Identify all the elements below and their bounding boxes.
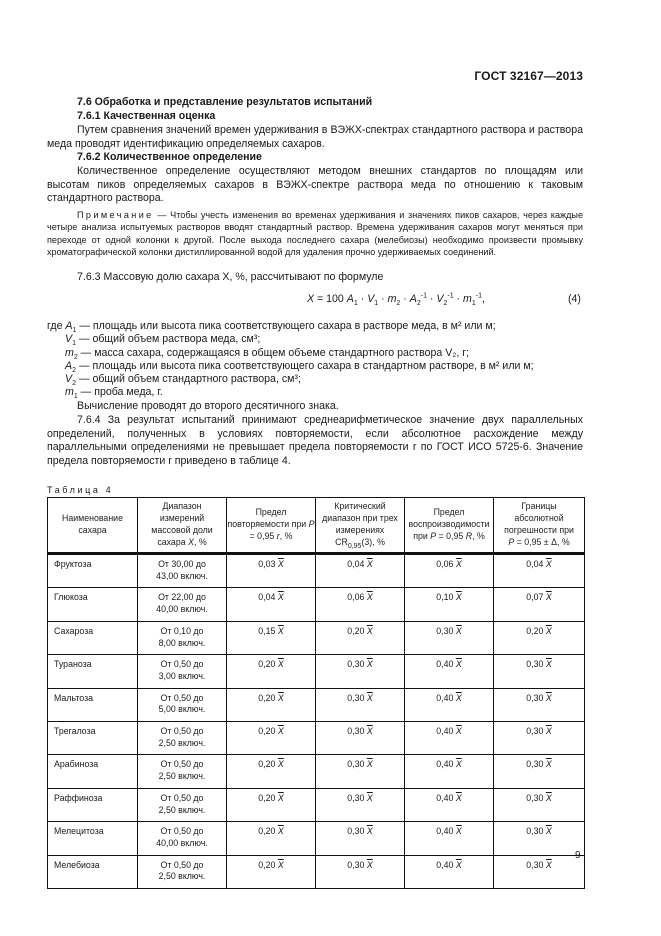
cell-reproducibility: 0,06 $\overline{X}$: [405, 554, 494, 588]
mean-x-symbol: $\overline{X}$: [455, 625, 462, 636]
mean-x-symbol: $\overline{X}$: [277, 792, 284, 803]
cell-critical-range: 0,30 $\overline{X}$: [316, 755, 405, 788]
cell-repeatability: 0,04 $\overline{X}$: [227, 588, 316, 621]
cell-reproducibility: 0,40 $\overline{X}$: [405, 822, 494, 855]
mean-x-symbol: $\overline{X}$: [277, 826, 284, 837]
cell-sugar-name: Арабиноза: [48, 755, 138, 788]
section-7-6-1-text: Путем сравнения значений времен удерживания в ВЭЖХ-спектрах стандартного раствора и раствора меда проводят идентификацию определяемых сахаров.: [47, 124, 583, 150]
table-4: [47, 497, 585, 889]
cell-critical-range: 0,30 $\overline{X}$: [316, 655, 405, 688]
cell-sugar-name: Тураноза: [48, 655, 138, 688]
cell-range: От 0,10 до 8,00 включ.: [138, 621, 227, 654]
cell-reproducibility: 0,40 $\overline{X}$: [405, 788, 494, 821]
cell-reproducibility: 0,40 $\overline{X}$: [405, 855, 494, 888]
table-row: [48, 588, 585, 621]
mean-x-symbol: $\overline{X}$: [545, 559, 552, 569]
section-7-6-3-text: 7.6.3 Массовую долю сахара X, %, рассчитывают по формуле: [77, 271, 384, 283]
mean-x-symbol: $\overline{X}$: [455, 792, 462, 803]
section-7-6-4-text: 7.6.4 За результат испытаний принимают среднеарифметическое значение двух параллельных определений, полученных в условиях повторяемости, если абсолютное расхождение между параллельными определениями не превышает предела повторяемости r по ГОСТ ИСО 5725-6. Значение предела повторяемости r приведено в таблице 4.: [47, 414, 583, 467]
cell-range: От 0,50 до 2,50 включ.: [138, 755, 227, 788]
mean-x-symbol: $\overline{X}$: [366, 692, 373, 703]
section-7-6-2-text: Количественное определение осуществляют методом внешних стандартов по площадям или высотам пиков определяемых сахаров в ВЭЖХ-спектре раствора меда по отношению к таковым стандартного раствора.: [47, 165, 583, 205]
section-7-6-title: 7.6 Обработка и представление результатов испытаний: [77, 96, 373, 108]
mean-x-symbol: $\overline{X}$: [545, 826, 552, 837]
cell-repeatability: 0,20 $\overline{X}$: [227, 822, 316, 855]
cell-repeatability: 0,20 $\overline{X}$: [227, 788, 316, 821]
cell-range: От 22,00 до 40,00 включ.: [138, 588, 227, 621]
mean-x-symbol: $\overline{X}$: [277, 559, 284, 569]
formula-number: (4): [568, 293, 581, 305]
table-header-row: [48, 498, 585, 554]
mean-x-symbol: $\overline{X}$: [455, 725, 462, 736]
legend-row: $V_1$ — общий объем раствора меда, см³;: [65, 333, 261, 348]
mean-x-symbol: $\overline{X}$: [366, 826, 373, 837]
header-repeatability: Предел повторяемости при P = 0,95 r, %: [227, 498, 316, 554]
cell-critical-range: 0,30 $\overline{X}$: [316, 721, 405, 754]
cell-sugar-name: Мальтоза: [48, 688, 138, 721]
mean-x-symbol: $\overline{X}$: [545, 792, 552, 803]
cell-critical-range: 0,30 $\overline{X}$: [316, 788, 405, 821]
formula-expression: X = 100 $A_1 \cdot V_1 \cdot m_2 \cdot A_2^{-1} \cdot V_2^{-1} \cdot m_1^{-1}$,: [307, 292, 485, 308]
mean-x-symbol: $\overline{X}$: [545, 759, 552, 770]
mean-x-symbol: $\overline{X}$: [455, 559, 462, 569]
cell-range: От 0,50 до 2,50 включ.: [138, 721, 227, 754]
cell-critical-range: 0,30 $\overline{X}$: [316, 855, 405, 888]
table-row: [48, 788, 585, 821]
cell-repeatability: 0,20 $\overline{X}$: [227, 855, 316, 888]
mean-x-symbol: $\overline{X}$: [366, 659, 373, 670]
table-caption: Таблица 4: [47, 485, 114, 495]
cell-error-bounds: 0,07 $\overline{X}$: [494, 588, 585, 621]
mean-x-symbol: $\overline{X}$: [366, 859, 373, 870]
legend-row: $m_2$ — масса сахара, содержащаяся в общем объеме стандартного раствора V₂, г;: [65, 346, 470, 361]
cell-sugar-name: Раффиноза: [48, 788, 138, 821]
mean-x-symbol: $\overline{X}$: [277, 592, 284, 603]
cell-sugar-name: Мелецитоза: [48, 822, 138, 855]
legend-row: $A_2$ — площадь или высота пика соответствующего сахара в стандартном растворе, в м² или м;: [65, 359, 534, 374]
section-7-6-2-title: 7.6.2 Количественное определение: [77, 151, 262, 163]
mean-x-symbol: $\overline{X}$: [455, 692, 462, 703]
legend-row: где $A_1$ — площадь или высота пика соответствующего сахара в растворе меда, в м² или м;: [47, 320, 496, 335]
cell-error-bounds: 0,30 $\overline{X}$: [494, 721, 585, 754]
cell-sugar-name: Трегалоза: [48, 721, 138, 754]
cell-error-bounds: 0,30 $\overline{X}$: [494, 855, 585, 888]
mean-x-symbol: $\overline{X}$: [277, 692, 284, 703]
legend-row: $m_1$ — проба меда, г.: [65, 386, 163, 401]
cell-repeatability: 0,15 $\overline{X}$: [227, 621, 316, 654]
mean-x-symbol: $\overline{X}$: [366, 759, 373, 770]
header-critical-range: Критический диапазон при трех измерениях $CR_{0,95}(3)$, %: [316, 498, 405, 554]
mean-x-symbol: $\overline{X}$: [366, 792, 373, 803]
cell-repeatability: 0,03 $\overline{X}$: [227, 554, 316, 588]
section-7-6-1-title: 7.6.1 Качественная оценка: [77, 110, 216, 122]
cell-range: От 0,50 до 5,00 включ.: [138, 688, 227, 721]
table-row: [48, 855, 585, 888]
note-label: Примечание: [77, 210, 154, 220]
cell-error-bounds: 0,30 $\overline{X}$: [494, 822, 585, 855]
header-sugar-name: Наименование сахара: [48, 498, 138, 554]
mean-x-symbol: $\overline{X}$: [545, 625, 552, 636]
cell-error-bounds: 0,30 $\overline{X}$: [494, 788, 585, 821]
mean-x-symbol: $\overline{X}$: [545, 692, 552, 703]
table-row: [48, 688, 585, 721]
cell-range: От 30,00 до 43,00 включ.: [138, 554, 227, 588]
cell-error-bounds: 0,04 $\overline{X}$: [494, 554, 585, 588]
cell-reproducibility: 0,40 $\overline{X}$: [405, 688, 494, 721]
mean-x-symbol: $\overline{X}$: [545, 659, 552, 670]
table-row: [48, 721, 585, 754]
cell-error-bounds: 0,30 $\overline{X}$: [494, 655, 585, 688]
table-row: [48, 822, 585, 855]
cell-repeatability: 0,20 $\overline{X}$: [227, 655, 316, 688]
cell-sugar-name: Мелебиоза: [48, 855, 138, 888]
mean-x-symbol: $\overline{X}$: [277, 659, 284, 670]
mean-x-symbol: $\overline{X}$: [277, 859, 284, 870]
cell-reproducibility: 0,10 $\overline{X}$: [405, 588, 494, 621]
cell-sugar-name: Глюкоза: [48, 588, 138, 621]
mean-x-symbol: $\overline{X}$: [455, 859, 462, 870]
mean-x-symbol: $\overline{X}$: [366, 625, 373, 636]
cell-critical-range: 0,30 $\overline{X}$: [316, 688, 405, 721]
cell-reproducibility: 0,40 $\overline{X}$: [405, 721, 494, 754]
header-error-bounds: Границы абсолютной погрешности при P = 0,95 ± Δ, %: [494, 498, 585, 554]
cell-critical-range: 0,20 $\overline{X}$: [316, 621, 405, 654]
mean-x-symbol: $\overline{X}$: [366, 592, 373, 603]
cell-error-bounds: 0,30 $\overline{X}$: [494, 688, 585, 721]
cell-repeatability: 0,20 $\overline{X}$: [227, 755, 316, 788]
mean-x-symbol: $\overline{X}$: [455, 826, 462, 837]
cell-reproducibility: 0,40 $\overline{X}$: [405, 655, 494, 688]
mean-x-symbol: $\overline{X}$: [455, 659, 462, 670]
mean-x-symbol: $\overline{X}$: [545, 725, 552, 736]
cell-critical-range: 0,04 $\overline{X}$: [316, 554, 405, 588]
cell-range: От 0,50 до 40,00 включ.: [138, 822, 227, 855]
cell-error-bounds: 0,30 $\overline{X}$: [494, 755, 585, 788]
note-text: — Чтобы учесть изменения во временах удерживания и значениях пиков сахаров, через каждые четыре анализа испытуемых растворов вводят стандартный раствор. Времена удерживания сахаров могут меняться при переходе от одной колонки к другой. После выхода последнего сахара (мелебиозы) необходимо произвести промывку хроматографической колонки дистиллированной водой для удаления прочно удерживаемых соединений.: [47, 210, 583, 258]
cell-error-bounds: 0,20 $\overline{X}$: [494, 621, 585, 654]
table-row: [48, 755, 585, 788]
mean-x-symbol: $\overline{X}$: [366, 725, 373, 736]
mean-x-symbol: $\overline{X}$: [545, 859, 552, 870]
table-row: [48, 554, 585, 588]
formula-legend: [47, 320, 534, 413]
cell-range: От 0,50 до 3,00 включ.: [138, 655, 227, 688]
table-row: [48, 655, 585, 688]
mean-x-symbol: $\overline{X}$: [455, 592, 462, 603]
header-range: Диапазон измерений массовой доли сахара X, %: [138, 498, 227, 554]
note-paragraph: [47, 209, 583, 259]
cell-reproducibility: 0,40 $\overline{X}$: [405, 755, 494, 788]
cell-repeatability: 0,20 $\overline{X}$: [227, 721, 316, 754]
cell-sugar-name: Сахароза: [48, 621, 138, 654]
mean-x-symbol: $\overline{X}$: [277, 759, 284, 770]
legend-row: $V_2$ — общий объем стандартного раствора, см³;: [65, 373, 301, 388]
cell-critical-range: 0,06 $\overline{X}$: [316, 588, 405, 621]
page-number: 9: [575, 850, 581, 861]
mean-x-symbol: $\overline{X}$: [277, 625, 284, 636]
calc-precision-note: Вычисление проводят до второго десятичного знака.: [77, 399, 339, 412]
mean-x-symbol: $\overline{X}$: [366, 559, 373, 569]
mean-x-symbol: $\overline{X}$: [455, 759, 462, 770]
cell-range: От 0,50 до 2,50 включ.: [138, 788, 227, 821]
cell-sugar-name: Фруктоза: [48, 554, 138, 588]
cell-reproducibility: 0,30 $\overline{X}$: [405, 621, 494, 654]
document-code: ГОСТ 32167—2013: [474, 69, 583, 83]
cell-repeatability: 0,20 $\overline{X}$: [227, 688, 316, 721]
header-reproducibility: Предел воспроизводимости при P = 0,95 R, %: [405, 498, 494, 554]
mean-x-symbol: $\overline{X}$: [545, 592, 552, 603]
cell-range: От 0,50 до 2,50 включ.: [138, 855, 227, 888]
table-row: [48, 621, 585, 654]
mean-x-symbol: $\overline{X}$: [277, 725, 284, 736]
cell-critical-range: 0,30 $\overline{X}$: [316, 822, 405, 855]
